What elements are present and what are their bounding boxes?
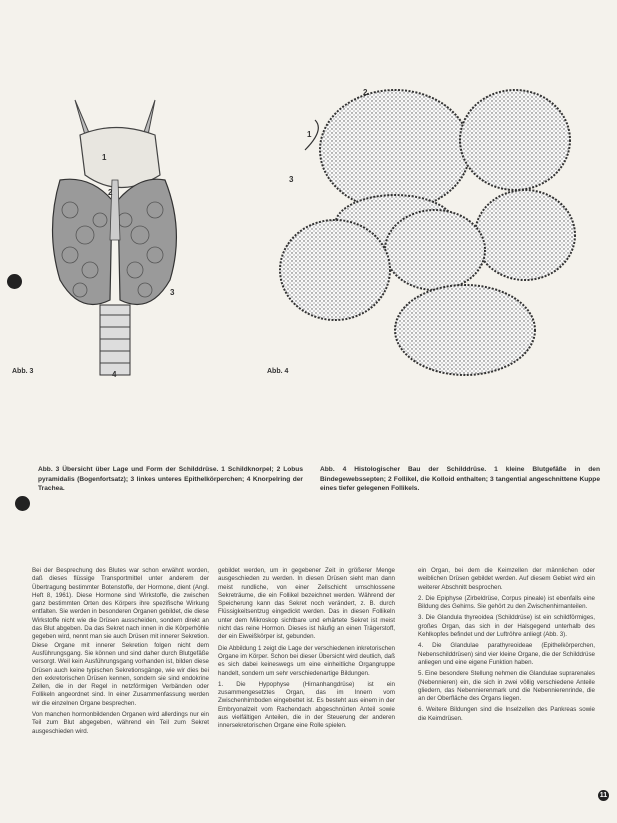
figure-thyroid-overview — [12, 80, 225, 380]
histology-drawing — [275, 80, 585, 380]
marker-1: 1 — [307, 130, 312, 139]
punch-hole — [15, 496, 30, 511]
figure-thyroid-histology — [267, 80, 585, 380]
figure-label: Abb. 3 — [12, 368, 34, 375]
marker-4: 4 — [112, 370, 117, 379]
paragraph: Die Abbildung 1 zeigt die Lage der verschiedenen inkretorischen Organe im Körper. Schon bei dieser Übersicht wird deutlich, daß es sich dabei keineswegs um eine einheitliche Organgruppe handelt, sondern um sehr verschiedenartige Bildungen. — [218, 644, 395, 677]
marker-3: 3 — [289, 175, 294, 184]
paragraph: 5. Eine besondere Stellung nehmen die Glandulae suprarenales (Nebennieren) ein, die sich in zwei völlig verschiedene Anteile gliedern, das Nebennierenmark und die Nebennierenrinde, die an der Oberfläche des Organs liegen. — [418, 670, 595, 703]
paragraph: 1. Die Hypophyse (Hirnanhangdrüse) ist ein zusammengesetztes Organ, das im Innern vom Zwischenhirnboden eingebettet ist. Es besteht aus einem in der Embryonalzeit vom Rachendach abgeschnürten Anteil sowie aus vielfältigen Anteilen, die in der Steuerung der anderen innersekretorischen Organe eine Rolle spielen. — [218, 680, 395, 730]
caption-figure-3: Abb. 3 Übersicht über Lage und Form der Schilddrüse. 1 Schildknorpel; 2 Lobus pyramidalis (Bogenfortsatz); 3 linkes unteres Epithelkörperchen; 4 Knorpelring der Trachea. — [38, 466, 303, 492]
paragraph: 3. Die Glandula thyreoidea (Schilddrüse) ist ein schildförmiges, großes Organ, das sich in der Halsgegend unterhalb des Kehlkopfes befindet und der Luftröhre anliegt (Abb. 3). — [418, 614, 595, 639]
marker-2: 2 — [363, 88, 368, 97]
paragraph: gebildet werden, um in gegebener Zeit in größerer Menge ausgeschieden zu werden. In diesen Drüsen sieht man dann meist rundliche, von einer Zellschicht umschlossene Sekreträume, die ein Follikel bezeichnet werden. Während der Speicherung kann das Sekret noch verändert, z. B. durch Flüssigkeitsentzug eingedickt werden. Das in diesen Follikeln unter dem Mikroskop sichtbare und erhärtete Sekret ist meist nicht das reine Hormon. Dieses ist häufig an einen Trägerstoff, der ein Eiweißkörper ist, gebunden. — [218, 567, 395, 641]
text-column-1 — [32, 567, 209, 817]
figure-label: Abb. 4 — [267, 368, 289, 375]
text-column-3 — [418, 567, 595, 817]
punch-hole — [7, 274, 22, 289]
paragraph: 2. Die Epiphyse (Zirbeldrüse, Corpus pineale) ist ebenfalls eine Bildung des Gehirns. Sie gehört zu den Zwischenhirnanteilen. — [418, 594, 595, 611]
text-column-2 — [218, 567, 395, 817]
paragraph: 6. Weitere Bildungen sind die Inselzellen des Pankreas sowie die Keimdrüsen. — [418, 706, 595, 722]
thyroid-drawing — [40, 80, 225, 380]
caption-figure-4: Abb. 4 Histologischer Bau der Schilddrüse. 1 kleine Blutgefäße in den Bindegewebssepten; 2 Follikel, die Kolloid enthalten; 3 tangential angeschnittene Kuppe eines tiefer gelegenen Follikels. — [320, 466, 600, 492]
paragraph: Bei der Besprechung des Blutes war schon erwähnt worden, daß dieses flüssige Transportmittel unter anderem der Übertragung bestimmter Botenstoffe, der Hormone, dient (Angl. Heft 8, 1961). Diese Hormone sind Wirkstoffe, die zwischen ganz bestimmten Orten des Körpers ihre spezifische Wirkung entfalten. Sie werden in besonderen Organen gebildet, die diese Wirkstoffe nicht wie die Drüsen ausscheiden, sondern direkt an das Blut abgeben. Da das Sekret nach innen in die Körperhöhle gegeben wird, nennt man sie auch Drüsen mit innerer Sekretion. Diese Organe mit innerer Sekretion folgen nicht dem Ausführungsgang. Sie können und sind daher durch Blutgefäße versorgt. Weil kein Ausführungsgang vorhanden ist, bilden diese Drüsen auch keine typischen Sekretionsgänge, wie wir dies bei den exkretorischen Drüsen kennen, sondern sie sind endokrine Zellen, die in der Regel in netzförmigen Verbänden oder Follikeln angeordnet sind. In einer Zusammenfassung werden wir die einzelnen Organe besprechen. — [32, 567, 209, 707]
paragraph: Von manchen hormonbildenden Organen wird allerdings nur ein Teil zum Blut abgegeben, während ein Teil zum Sekret ausgeschieden wird. — [32, 711, 209, 735]
marker-1: 1 — [102, 153, 107, 162]
paragraph: 4. Die Glandulae parathyreoideae (Epithelkörperchen, Nebenschilddrüsen) sind vier kleine Organe, die der Schilddrüse anliegen und eine eigene Funktion haben. — [418, 642, 595, 666]
marker-2: 2 — [108, 188, 113, 197]
page-number: 11 — [599, 792, 608, 799]
marker-3: 3 — [170, 288, 175, 297]
paragraph: ein Organ, bei dem die Keimzellen der männlichen oder weiblichen Drüsen gebildet werden. Auf diesem Gebiet wird ein weiterer Abschnitt besprochen. — [418, 567, 595, 591]
